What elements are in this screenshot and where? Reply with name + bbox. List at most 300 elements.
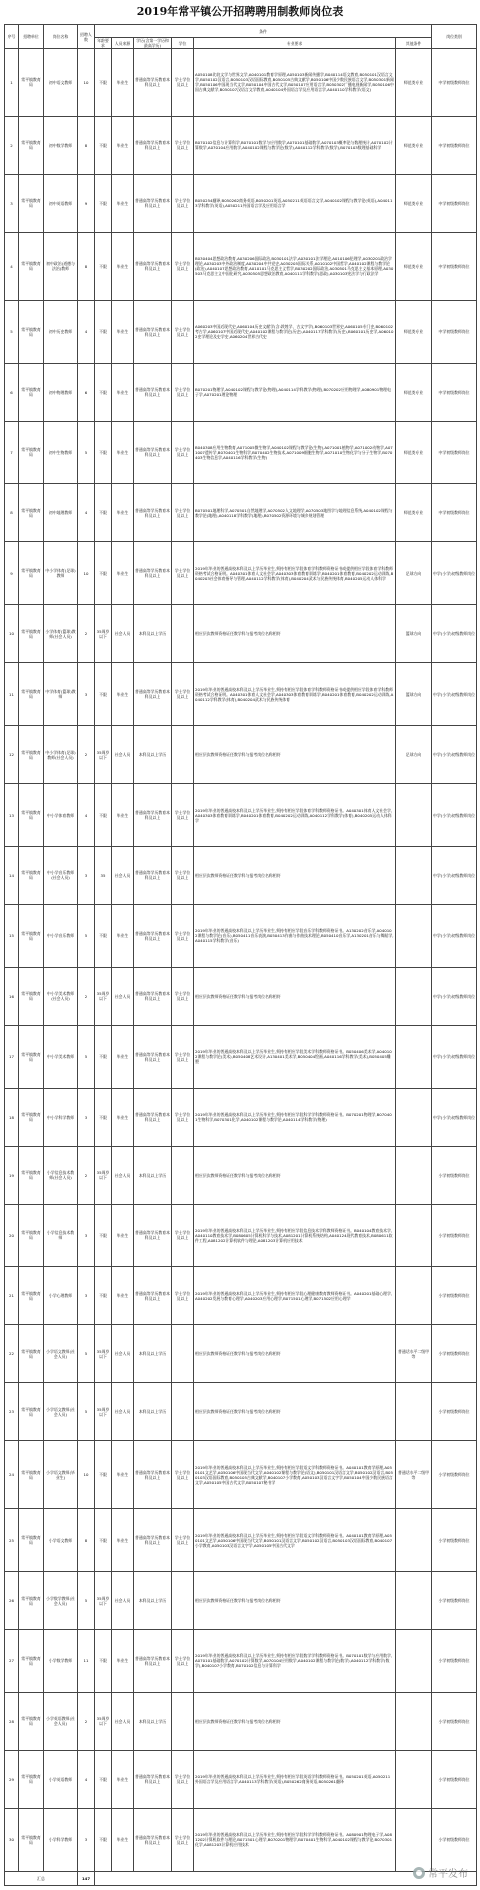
- cell-category: 中学(小学)初级教师岗位: [432, 784, 477, 847]
- cell-degree: [172, 1146, 194, 1204]
- cell-major: A050108比较文学与世界文学,A040101教育学原理,A050103新闻传播学,B040114语文教育,B050101汉语言文学,B050102汉语言,B050103汉语国际教育,B050105古典文献学,B050106中国少数民族语言文学,B050301新闻学,B050106中国现当代文学,B050104中国古代文学,B050107应用语言学,B050302广播电视新闻学,B050106中国古典文献学,B050107汉语言文学教育,A040104外国语言学及应用语言学,A040110学科教学(语文): [194, 49, 396, 117]
- cell-age: 不限: [95, 1025, 112, 1088]
- cell-major: 2019年毕业的普通高校本科及以上学历毕业生,须持有相应学段语文学科教师资格证书。A040101教育学原理,A050101文艺学,A050106中国现当代文学,A040102课程与教学论(语文),B050101汉语言文学,B050102汉语言,B050103汉语国际教育,B050105古典文献学,B040107小学教育,A050103汉语言文字学,B050104中国少数民族语言文学,A050105中国古代文学,B050107秘书学: [194, 1441, 396, 1509]
- cell-degree: 学士学位及以上: [172, 904, 194, 967]
- cell-major: B040308应用生物教育,A071005微生物学,A040102课程与教学论(生物),A071001植物学,A071002动物学,A071007遗传学,B070401生物科学,B070402生物技术,A071009细胞生物学,A071010生物化学与分子生物学,B070403生物信息学,A040116学科教学(生物): [194, 421, 396, 484]
- cell-post: 初中物理教师: [44, 363, 78, 421]
- cell-degree: 学士学位及以上: [172, 484, 194, 542]
- cell-source: 毕业生: [112, 784, 134, 847]
- cell-source: 社会人员: [112, 1146, 134, 1204]
- cell-degree: 学士学位及以上: [172, 1629, 194, 1692]
- cell-age: 不限: [95, 1629, 112, 1692]
- cell-age: 不限: [95, 300, 112, 363]
- cell-category: 小学初级教师岗位: [432, 1750, 477, 1808]
- cell-age: 不限: [95, 1088, 112, 1146]
- cell-major: 相应层次教师资格证任教学科与报考岗位名称相符: [194, 1325, 396, 1383]
- header-seq: 序号: [5, 25, 19, 49]
- cell-count: 5: [78, 1325, 95, 1383]
- cell-other: 师范类专业: [396, 300, 432, 363]
- summary-row: [5, 1871, 477, 1885]
- cell-seq: 14: [5, 846, 19, 904]
- cell-other: [396, 1204, 432, 1267]
- cell-post: 中小学音乐教师(社会人员): [44, 846, 78, 904]
- cell-seq: 18: [5, 1088, 19, 1146]
- cell-age: 35周岁以下: [95, 1383, 112, 1441]
- cell-post: 小学心理教师: [44, 1267, 78, 1325]
- cell-seq: 8: [5, 484, 19, 542]
- cell-major: 2019年毕业的普通高校本科及以上学历毕业生,须持有相应学段科学学科教师资格证书。B070201物理学,B070401生物科学,B070301化学,A040102课程与教学论,A040114学科教学(物理): [194, 1088, 396, 1146]
- cell-post: 小学英语教师: [44, 1750, 78, 1808]
- table-row: [5, 1267, 477, 1325]
- cell-seq: 29: [5, 1750, 19, 1808]
- cell-category: 小学初级教师岗位: [432, 1325, 477, 1383]
- header-category: 岗位类别: [432, 25, 477, 49]
- cell-edu: 本科及以上学历: [134, 726, 172, 784]
- cell-major: 相应层次教师资格证任教学科与报考岗位名称相符: [194, 1692, 396, 1750]
- cell-edu: 普通高等学历教育本科及以上: [134, 542, 172, 605]
- cell-major: 2019年毕业的普通高校本科及以上学历毕业生,须持有相应学段信息技术学科教师资格证书。B040104教育技术学,A040110教育技术学,B080605计算机科学与技术,A081201计算机系统结构,A040124现代教育技术,B080611软件工程,A081202计算机软件与理论,A081203计算机应用技术: [194, 1204, 396, 1267]
- cell-post: 中小学体育教师: [44, 784, 78, 847]
- table-row: [5, 1750, 477, 1808]
- cell-edu: 普通高等学历教育本科及以上: [134, 784, 172, 847]
- cell-degree: 学士学位及以上: [172, 363, 194, 421]
- cell-source: 社会人员: [112, 846, 134, 904]
- table-row: [5, 1146, 477, 1204]
- cell-unit: 常平镇教育局: [19, 116, 44, 174]
- cell-count: 2: [78, 726, 95, 784]
- cell-count: 4: [78, 1750, 95, 1808]
- cell-other: [396, 1808, 432, 1871]
- cell-edu: 普通高等学历教育本科及以上: [134, 174, 172, 232]
- cell-other: [396, 967, 432, 1025]
- table-row: [5, 1025, 477, 1088]
- cell-seq: 10: [5, 605, 19, 663]
- cell-category: 中学初级教师岗位: [432, 116, 477, 174]
- cell-age: 35周岁以下: [95, 1146, 112, 1204]
- table-row: [5, 542, 477, 605]
- cell-source: 社会人员: [112, 1572, 134, 1630]
- cell-degree: 学士学位及以上: [172, 1808, 194, 1871]
- cell-age: 不限: [95, 116, 112, 174]
- cell-source: 毕业生: [112, 1808, 134, 1871]
- cell-unit: 常平镇教育局: [19, 484, 44, 542]
- cell-major: 2019年毕业的普通高校本科及以上学历毕业生,须持有相应学段数学学科教师资格证书。B070101数学与应用数学,A070101基础数学,A070102计算数学,A070104应用数学,A040102课程与教学论(数学),A040112学科教学(数学),B040107小学教育,B070102信息与计算科学: [194, 1629, 396, 1692]
- cell-category: 中学初级教师岗位: [432, 49, 477, 117]
- cell-category: 中学初级教师岗位: [432, 174, 477, 232]
- cell-edu: 普通高等学历教育本科及以上: [134, 1629, 172, 1692]
- cell-category: 中学(小学)初级教师岗位: [432, 542, 477, 605]
- cell-major: A060203中国近现代史,A060104历史文献学(含:敦煌学、古文字学),B060103世界史,A060105专门史,B060102考古学,A060107中国近现代史,A040102课程与教学论(历史),A040117学科教学(历史),B060101历史学,A060102史学理论及史学史,A060204世界古代史: [194, 300, 396, 363]
- cell-other: 足球方向: [396, 726, 432, 784]
- cell-degree: 学士学位及以上: [172, 300, 194, 363]
- cell-degree: 学士学位及以上: [172, 1267, 194, 1325]
- cell-seq: 16: [5, 967, 19, 1025]
- summary-total: 147: [78, 1871, 95, 1885]
- cell-category: 小学初级教师岗位: [432, 1692, 477, 1750]
- cell-category: 中学(小学)初级教师岗位: [432, 904, 477, 967]
- cell-seq: 11: [5, 663, 19, 726]
- cell-category: 中学(小学)初级教师岗位: [432, 967, 477, 1025]
- cell-major: 2019年毕业的普通高校本科及以上学历毕业生,须持有相应学段体育学科教师资格证书。A040301体育人文社会学,A040303体育教育训练学,B040201体育教育,B040202运动训练,A040112学科教学(体育),B040205运动人体科学: [194, 784, 396, 847]
- cell-category: 中学初级教师岗位: [432, 300, 477, 363]
- cell-major: 相应层次教师资格证任教学科与报考岗位名称相符: [194, 846, 396, 904]
- cell-edu: 普通高等学历教育本科及以上: [134, 1267, 172, 1325]
- cell-seq: 2: [5, 116, 19, 174]
- cell-unit: 常平镇教育局: [19, 300, 44, 363]
- cell-post: 小学体育(篮球)教师(社会人员): [44, 605, 78, 663]
- cell-other: 篮球方向: [396, 605, 432, 663]
- header-degree: 学位: [172, 38, 194, 49]
- cell-source: 毕业生: [112, 49, 134, 117]
- table-row: [5, 904, 477, 967]
- cell-degree: 学士学位及以上: [172, 421, 194, 484]
- cell-age: 35周岁以下: [95, 605, 112, 663]
- cell-seq: 12: [5, 726, 19, 784]
- cell-count: 3: [78, 1088, 95, 1146]
- cell-count: 8: [78, 116, 95, 174]
- cell-seq: 13: [5, 784, 19, 847]
- cell-unit: 常平镇教育局: [19, 363, 44, 421]
- cell-post: 中小学体育(足球)教师(社会人员): [44, 726, 78, 784]
- cell-edu: 普通高等学历教育本科及以上: [134, 1808, 172, 1871]
- cell-category: 中学初级教师岗位: [432, 421, 477, 484]
- cell-other: 篮球方向: [396, 663, 432, 726]
- cell-other: [396, 1025, 432, 1088]
- cell-count: 10: [78, 542, 95, 605]
- cell-edu: 本科及以上学历: [134, 1383, 172, 1441]
- table-row: [5, 1509, 477, 1572]
- cell-seq: 19: [5, 1146, 19, 1204]
- cell-major: 2019年毕业的普通高校本科及以上学历毕业生,须持有相应学段音乐学科教师资格证书。A130202音乐学,A040102课程与教学论(音乐),B050411音乐表演,B050413作曲与作曲技术理论,B050410音乐学,A130201音乐与舞蹈学,A040115学科教学(音乐): [194, 904, 396, 967]
- cell-edu: 普通高等学历教育本科及以上: [134, 300, 172, 363]
- cell-degree: 学士学位及以上: [172, 1509, 194, 1572]
- header-age: 年龄要求: [95, 38, 112, 49]
- cell-edu: 普通高等学历教育本科及以上: [134, 1441, 172, 1509]
- cell-edu: 普通高等学历教育本科及以上: [134, 967, 172, 1025]
- header-edu: 学历(含第一学历和最高学历): [134, 38, 172, 49]
- cell-degree: [172, 1572, 194, 1630]
- cell-degree: 学士学位及以上: [172, 1088, 194, 1146]
- cell-unit: 常平镇教育局: [19, 663, 44, 726]
- watermark-text: 常平发布: [428, 1869, 468, 1880]
- cell-category: 小学初级教师岗位: [432, 1383, 477, 1441]
- cell-edu: 普通高等学历教育本科及以上: [134, 1025, 172, 1088]
- cell-edu: 普通高等学历教育本科及以上: [134, 484, 172, 542]
- cell-degree: [172, 1325, 194, 1383]
- cell-other: 师范类专业: [396, 232, 432, 300]
- cell-edu: 本科及以上学历: [134, 1572, 172, 1630]
- cell-post: 初中数学教师: [44, 116, 78, 174]
- cell-category: 中学(小学)初级教师岗位: [432, 1025, 477, 1088]
- table-row: [5, 300, 477, 363]
- table-row: [5, 1692, 477, 1750]
- cell-post: 小学科学教师: [44, 1808, 78, 1871]
- cell-seq: 27: [5, 1629, 19, 1692]
- cell-unit: 常平镇教育局: [19, 1572, 44, 1630]
- cell-major: 2019年毕业的普通高校本科及以上学历毕业生,须持有相应学段体育学科教师资格证书或提供相应学段体育学科教师资格考试合格证明。A040301体育人文社会学,A040303体育教育训练学,B040201体育教育,B040202运动训练,A040112学科教学(体育),B040204武术与民族传统体育: [194, 663, 396, 726]
- cell-source: 毕业生: [112, 542, 134, 605]
- cell-post: 小学数学教师: [44, 1629, 78, 1692]
- cell-edu: 普通高等学历教育本科及以上: [134, 1509, 172, 1572]
- cell-category: 小学初级教师岗位: [432, 1572, 477, 1630]
- cell-age: 不限: [95, 484, 112, 542]
- wechat-logo-icon: [413, 1867, 425, 1879]
- cell-unit: 常平镇教育局: [19, 967, 44, 1025]
- cell-count: 3: [78, 1267, 95, 1325]
- header-condition: 条件: [95, 25, 432, 38]
- table-row: [5, 1088, 477, 1146]
- cell-degree: [172, 1383, 194, 1441]
- cell-count: 3: [78, 846, 95, 904]
- cell-age: 不限: [95, 784, 112, 847]
- cell-unit: 常平镇教育局: [19, 1146, 44, 1204]
- cell-other: 师范类专业: [396, 484, 432, 542]
- cell-unit: 常平镇教育局: [19, 1750, 44, 1808]
- cell-other: [396, 1267, 432, 1325]
- cell-post: 小学数学教师(社会人员): [44, 1572, 78, 1630]
- cell-post: 初中语文教师: [44, 49, 78, 117]
- cell-source: 毕业生: [112, 1204, 134, 1267]
- cell-unit: 常平镇教育局: [19, 49, 44, 117]
- cell-seq: 17: [5, 1025, 19, 1088]
- cell-source: 毕业生: [112, 1509, 134, 1572]
- cell-edu: 普通高等学历教育本科及以上: [134, 232, 172, 300]
- table-row: [5, 363, 477, 421]
- cell-unit: 常平镇教育局: [19, 542, 44, 605]
- cell-seq: 28: [5, 1692, 19, 1750]
- cell-source: 毕业生: [112, 1441, 134, 1509]
- cell-other: 师范类专业: [396, 49, 432, 117]
- cell-age: 35: [95, 846, 112, 904]
- cell-seq: 6: [5, 363, 19, 421]
- cell-source: 毕业生: [112, 1088, 134, 1146]
- cell-source: 社会人员: [112, 1325, 134, 1383]
- cell-major: 相应层次教师资格证任教学科与报考岗位名称相符: [194, 967, 396, 1025]
- cell-edu: 普通高等学历教育本科及以上: [134, 49, 172, 117]
- table-row: [5, 663, 477, 726]
- cell-count: 4: [78, 784, 95, 847]
- cell-age: 不限: [95, 1267, 112, 1325]
- cell-degree: 学士学位及以上: [172, 232, 194, 300]
- cell-major: B070102信息与计算科学,B070101数学与应用数学,A070101基础数学,A070103概率论与数理统计,A070102计算数学,A070104应用数学,A040102课程与教学论(数学),A040112学科教学(数学),B070103数理基础科学: [194, 116, 396, 174]
- table-row: [5, 1572, 477, 1630]
- cell-edu: 普通高等学历教育本科及以上: [134, 1088, 172, 1146]
- cell-major: B050254翻译,B050262商务英语,B050201英语,A050211英语语言文学,A040102课程与教学论(英语),A040113学科教学(英语),A050211外国语言学及应用语言学: [194, 174, 396, 232]
- cell-count: 4: [78, 300, 95, 363]
- cell-post: 初中历史教师: [44, 300, 78, 363]
- cell-source: 毕业生: [112, 363, 134, 421]
- cell-unit: 常平镇教育局: [19, 904, 44, 967]
- cell-count: 6: [78, 363, 95, 421]
- summary-label: 汇总: [5, 1871, 78, 1885]
- cell-unit: 常平镇教育局: [19, 1692, 44, 1750]
- cell-edu: 普通高等学历教育本科及以上: [134, 1204, 172, 1267]
- cell-other: [396, 1383, 432, 1441]
- cell-category: 中学初级教师岗位: [432, 484, 477, 542]
- header-unit: 招聘单位: [19, 25, 44, 49]
- cell-age: 不限: [95, 363, 112, 421]
- cell-age: 35周岁以下: [95, 726, 112, 784]
- cell-count: 11: [78, 1629, 95, 1692]
- cell-other: [396, 1629, 432, 1692]
- cell-degree: 学士学位及以上: [172, 49, 194, 117]
- cell-unit: 常平镇教育局: [19, 1325, 44, 1383]
- cell-unit: 常平镇教育局: [19, 1088, 44, 1146]
- cell-seq: 22: [5, 1325, 19, 1383]
- header-source: 人员来源: [112, 38, 134, 49]
- cell-degree: 学士学位及以上: [172, 1204, 194, 1267]
- cell-degree: [172, 605, 194, 663]
- cell-unit: 常平镇教育局: [19, 1808, 44, 1871]
- cell-other: 师范类专业: [396, 363, 432, 421]
- cell-seq: 26: [5, 1572, 19, 1630]
- cell-unit: 常平镇教育局: [19, 1383, 44, 1441]
- cell-major: 2019年毕业的普通高校本科及以上学历毕业生,须持有相应学段英语学科教师资格证书。B050201英语,A050211外国语言学及应用语言学,A040113学科教学(英语),B050262商务英语,B050261翻译: [194, 1750, 396, 1808]
- cell-category: 中学(小学)初级教师岗位: [432, 663, 477, 726]
- cell-age: 不限: [95, 1441, 112, 1509]
- cell-category: 中学(小学)初级教师岗位: [432, 605, 477, 663]
- cell-seq: 7: [5, 421, 19, 484]
- cell-count: 9: [78, 174, 95, 232]
- table-row: [5, 174, 477, 232]
- cell-category: 小学初级教师岗位: [432, 1267, 477, 1325]
- cell-source: 毕业生: [112, 174, 134, 232]
- cell-other: [396, 1088, 432, 1146]
- cell-count: 8: [78, 1509, 95, 1572]
- cell-post: 小学语文教师: [44, 1509, 78, 1572]
- cell-source: 毕业生: [112, 1750, 134, 1808]
- cell-age: 35周岁以下: [95, 1692, 112, 1750]
- cell-age: 不限: [95, 421, 112, 484]
- cell-seq: 25: [5, 1509, 19, 1572]
- cell-degree: [172, 1692, 194, 1750]
- cell-seq: 5: [5, 300, 19, 363]
- cell-unit: 常平镇教育局: [19, 784, 44, 847]
- table-row: [5, 1629, 477, 1692]
- cell-source: 毕业生: [112, 1025, 134, 1088]
- table-row: [5, 1383, 477, 1441]
- cell-count: 3: [78, 1204, 95, 1267]
- cell-unit: 常平镇教育局: [19, 232, 44, 300]
- cell-unit: 常平镇教育局: [19, 1025, 44, 1088]
- watermark: [413, 1865, 468, 1880]
- cell-count: 3: [78, 1808, 95, 1871]
- cell-count: 2: [78, 605, 95, 663]
- cell-post: 初中政治(道德与法治)教师: [44, 232, 78, 300]
- cell-source: 毕业生: [112, 116, 134, 174]
- cell-edu: 普通高等学历教育本科及以上: [134, 363, 172, 421]
- cell-degree: 学士学位及以上: [172, 784, 194, 847]
- cell-edu: 本科及以上学历: [134, 1146, 172, 1204]
- cell-age: 不限: [95, 1204, 112, 1267]
- cell-unit: 常平镇教育局: [19, 605, 44, 663]
- cell-age: 不限: [95, 49, 112, 117]
- cell-other: [396, 784, 432, 847]
- cell-major: 相应层次教师资格证任教学科与报考岗位名称相符: [194, 1572, 396, 1630]
- cell-post: 中小学科学教师: [44, 1088, 78, 1146]
- cell-post: 小学英语教师(社会人员): [44, 1692, 78, 1750]
- cell-major: B070501地理科学,A070501自然地理学,A070502人文地理学,A070503地图学与地理信息系统,A040102课程与教学论(地理),A040118学科教学(地理),B070502资源环境与城乡规划管理: [194, 484, 396, 542]
- cell-degree: [172, 726, 194, 784]
- cell-other: [396, 1572, 432, 1630]
- table-row: [5, 967, 477, 1025]
- cell-age: 不限: [95, 663, 112, 726]
- cell-seq: 21: [5, 1267, 19, 1325]
- cell-category: 中学(小学)初级教师岗位: [432, 846, 477, 904]
- cell-edu: 普通高等学历教育本科及以上: [134, 904, 172, 967]
- cell-edu: 普通高等学历教育本科及以上: [134, 421, 172, 484]
- cell-seq: 24: [5, 1441, 19, 1509]
- cell-degree: 学士学位及以上: [172, 846, 194, 904]
- cell-edu: 普通高等学历教育本科及以上: [134, 1750, 172, 1808]
- table-row: [5, 1204, 477, 1267]
- cell-source: 毕业生: [112, 1629, 134, 1692]
- cell-category: 小学初级教师岗位: [432, 1146, 477, 1204]
- page-title: 2019年常平镇公开招聘聘用制教师岗位表: [136, 5, 344, 18]
- cell-major: 相应层次教师资格证任教学科与报考岗位名称相符: [194, 1383, 396, 1441]
- cell-post: 中小学美术教师: [44, 1025, 78, 1088]
- table-row: [5, 116, 477, 174]
- cell-count: 5: [78, 904, 95, 967]
- cell-category: 小学初级教师岗位: [432, 1629, 477, 1692]
- cell-other: 普通话水平二级甲等: [396, 1441, 432, 1509]
- cell-age: 不限: [95, 1509, 112, 1572]
- cell-edu: 本科及以上学历: [134, 1325, 172, 1383]
- cell-count: 8: [78, 232, 95, 300]
- cell-major: 相应层次教师资格证任教学科与报考岗位名称相符: [194, 726, 396, 784]
- cell-major: B030404思想政治教育,A030206国际政治,B030101法学,A030101法学理论,A010106伦理学,A030201政治学理论,A030203中外政治制度,A030204中共党史,A030205国际关系,A010102中国哲学,A040102课程与教学论(政治),A040107思想政治教育,A010101马克思主义哲学,B030202国际政治,A030501马克思主义基本原理,A030503马克思主义中国化研究,A030505思想政治教育,A040111学科教学(思政),A030103宪法学与行政法学: [194, 232, 396, 300]
- table-row: [5, 484, 477, 542]
- cell-age: 不限: [95, 232, 112, 300]
- cell-post: 中小学音乐教师: [44, 904, 78, 967]
- cell-edu: 普通高等学历教育本科及以上: [134, 116, 172, 174]
- cell-category: 小学初级教师岗位: [432, 1509, 477, 1572]
- cell-degree: 学士学位及以上: [172, 1750, 194, 1808]
- cell-major: 2019年毕业的普通高校本科及以上学历毕业生,须持有相应学段体育学科教师资格证书或提供相应学段体育学科教师资格考试合格证明。A040301体育人文社会学,A040303体育教育训练学,B040201体育教育,B040202运动训练,B040203社会体育指导与管理,A040112学科教学(体育),B040204武术与民族传统体育,B040205运动人体科学: [194, 542, 396, 605]
- header-post: 岗位名称: [44, 25, 78, 49]
- cell-source: 毕业生: [112, 663, 134, 726]
- cell-other: 普通话水平二级甲等: [396, 1325, 432, 1383]
- cell-post: 小学信息技术教师(社会人员): [44, 1146, 78, 1204]
- cell-major: 2019年毕业的普通高校本科及以上学历毕业生,须持有相应学段美术学科教师资格证书。B050406美术学,A040102课程与教学论(美术),B050408艺术设计,A130401美术学,B050404绘画,A040116学科教学(美术),B050405雕塑: [194, 1025, 396, 1088]
- table-header-row: [5, 25, 477, 38]
- cell-degree: 学士学位及以上: [172, 542, 194, 605]
- cell-category: 中学初级教师岗位: [432, 232, 477, 300]
- cell-other: [396, 1750, 432, 1808]
- table-row: [5, 49, 477, 117]
- cell-post: 初中生物教师: [44, 421, 78, 484]
- cell-unit: 常平镇教育局: [19, 1509, 44, 1572]
- cell-unit: 常平镇教育局: [19, 1267, 44, 1325]
- cell-category: 中学(小学)初级教师岗位: [432, 726, 477, 784]
- header-count: 招聘人数: [78, 25, 95, 49]
- cell-age: 不限: [95, 542, 112, 605]
- table-row: [5, 1808, 477, 1871]
- cell-count: 2: [78, 1146, 95, 1204]
- header-other: 其他条件: [396, 38, 432, 49]
- cell-other: 足球方向: [396, 542, 432, 605]
- cell-degree: 学士学位及以上: [172, 1025, 194, 1088]
- cell-degree: 学士学位及以上: [172, 116, 194, 174]
- cell-edu: 本科及以上学历: [134, 1692, 172, 1750]
- cell-count: 5: [78, 1025, 95, 1088]
- recruitment-table: [4, 24, 477, 1886]
- cell-source: 社会人员: [112, 605, 134, 663]
- table-row: [5, 1325, 477, 1383]
- cell-age: 不限: [95, 174, 112, 232]
- cell-age: 35周岁以下: [95, 1325, 112, 1383]
- table-row: [5, 605, 477, 663]
